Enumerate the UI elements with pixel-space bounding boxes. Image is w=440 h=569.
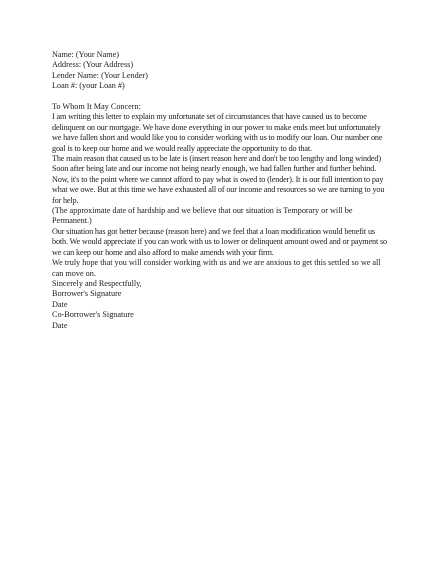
- signature-block: [52, 289, 388, 331]
- sender-info: [52, 50, 388, 92]
- loan-number-line: Loan #: (your Loan #): [52, 81, 125, 91]
- letter-body: [52, 50, 388, 331]
- paragraph-situation: Our situation has got better because (reason here) and we feel that a loan modification would benefit us both. We would appreciate if you can work with us to lower or delinquent amount owed and or payment so we can keep our home and also afford to make amends with your firm.: [52, 226, 387, 257]
- co-borrower-signature-label: Co-Borrower's Signature: [52, 310, 134, 320]
- name-line: Name: (Your Name): [52, 50, 119, 59]
- salutation: To Whom It May Concern:: [52, 102, 141, 112]
- paragraph-hope: We truly hope that you will consider working with us and we are anxious to get this settled so we all can move on.: [52, 258, 381, 278]
- co-borrower-date-label: Date: [52, 320, 68, 330]
- address-line: Address: (Your Address): [52, 60, 134, 70]
- paragraph-explanation: I am writing this letter to explain my unfortunate set of circumstances that have caused us to become delinquent on our mortgage. We have done everything in our power to make ends meet but unfortunately we have fallen short and would like you to consider working with us to modify our loan. Our number one goal is to keep our home and we would really appreciate the opportunity to do that.: [52, 112, 383, 153]
- paragraph-hardship-date: (The approximate date of hardship and we believe that our situation is Temporary or will be Permanent.): [52, 206, 353, 226]
- lender-line: Lender Name: (Your Lender): [52, 70, 148, 80]
- borrower-date-label: Date: [52, 299, 68, 309]
- closing: Sincerely and Respectfully,: [52, 278, 142, 288]
- borrower-signature-label: Borrower's Signature: [52, 289, 122, 299]
- paragraph-reason: The main reason that caused us to be late is (insert reason here and don't be too lengthy and long winded) Soon after being late and our income not being nearly enough, we had fallen further and further behind. Now, it's to the point where we cannot afford to pay what is owed to (lender). It is our full intention to pay what we owe. But at this time we have exhausted all of our income and resources so we are turning to you for help.: [52, 154, 385, 205]
